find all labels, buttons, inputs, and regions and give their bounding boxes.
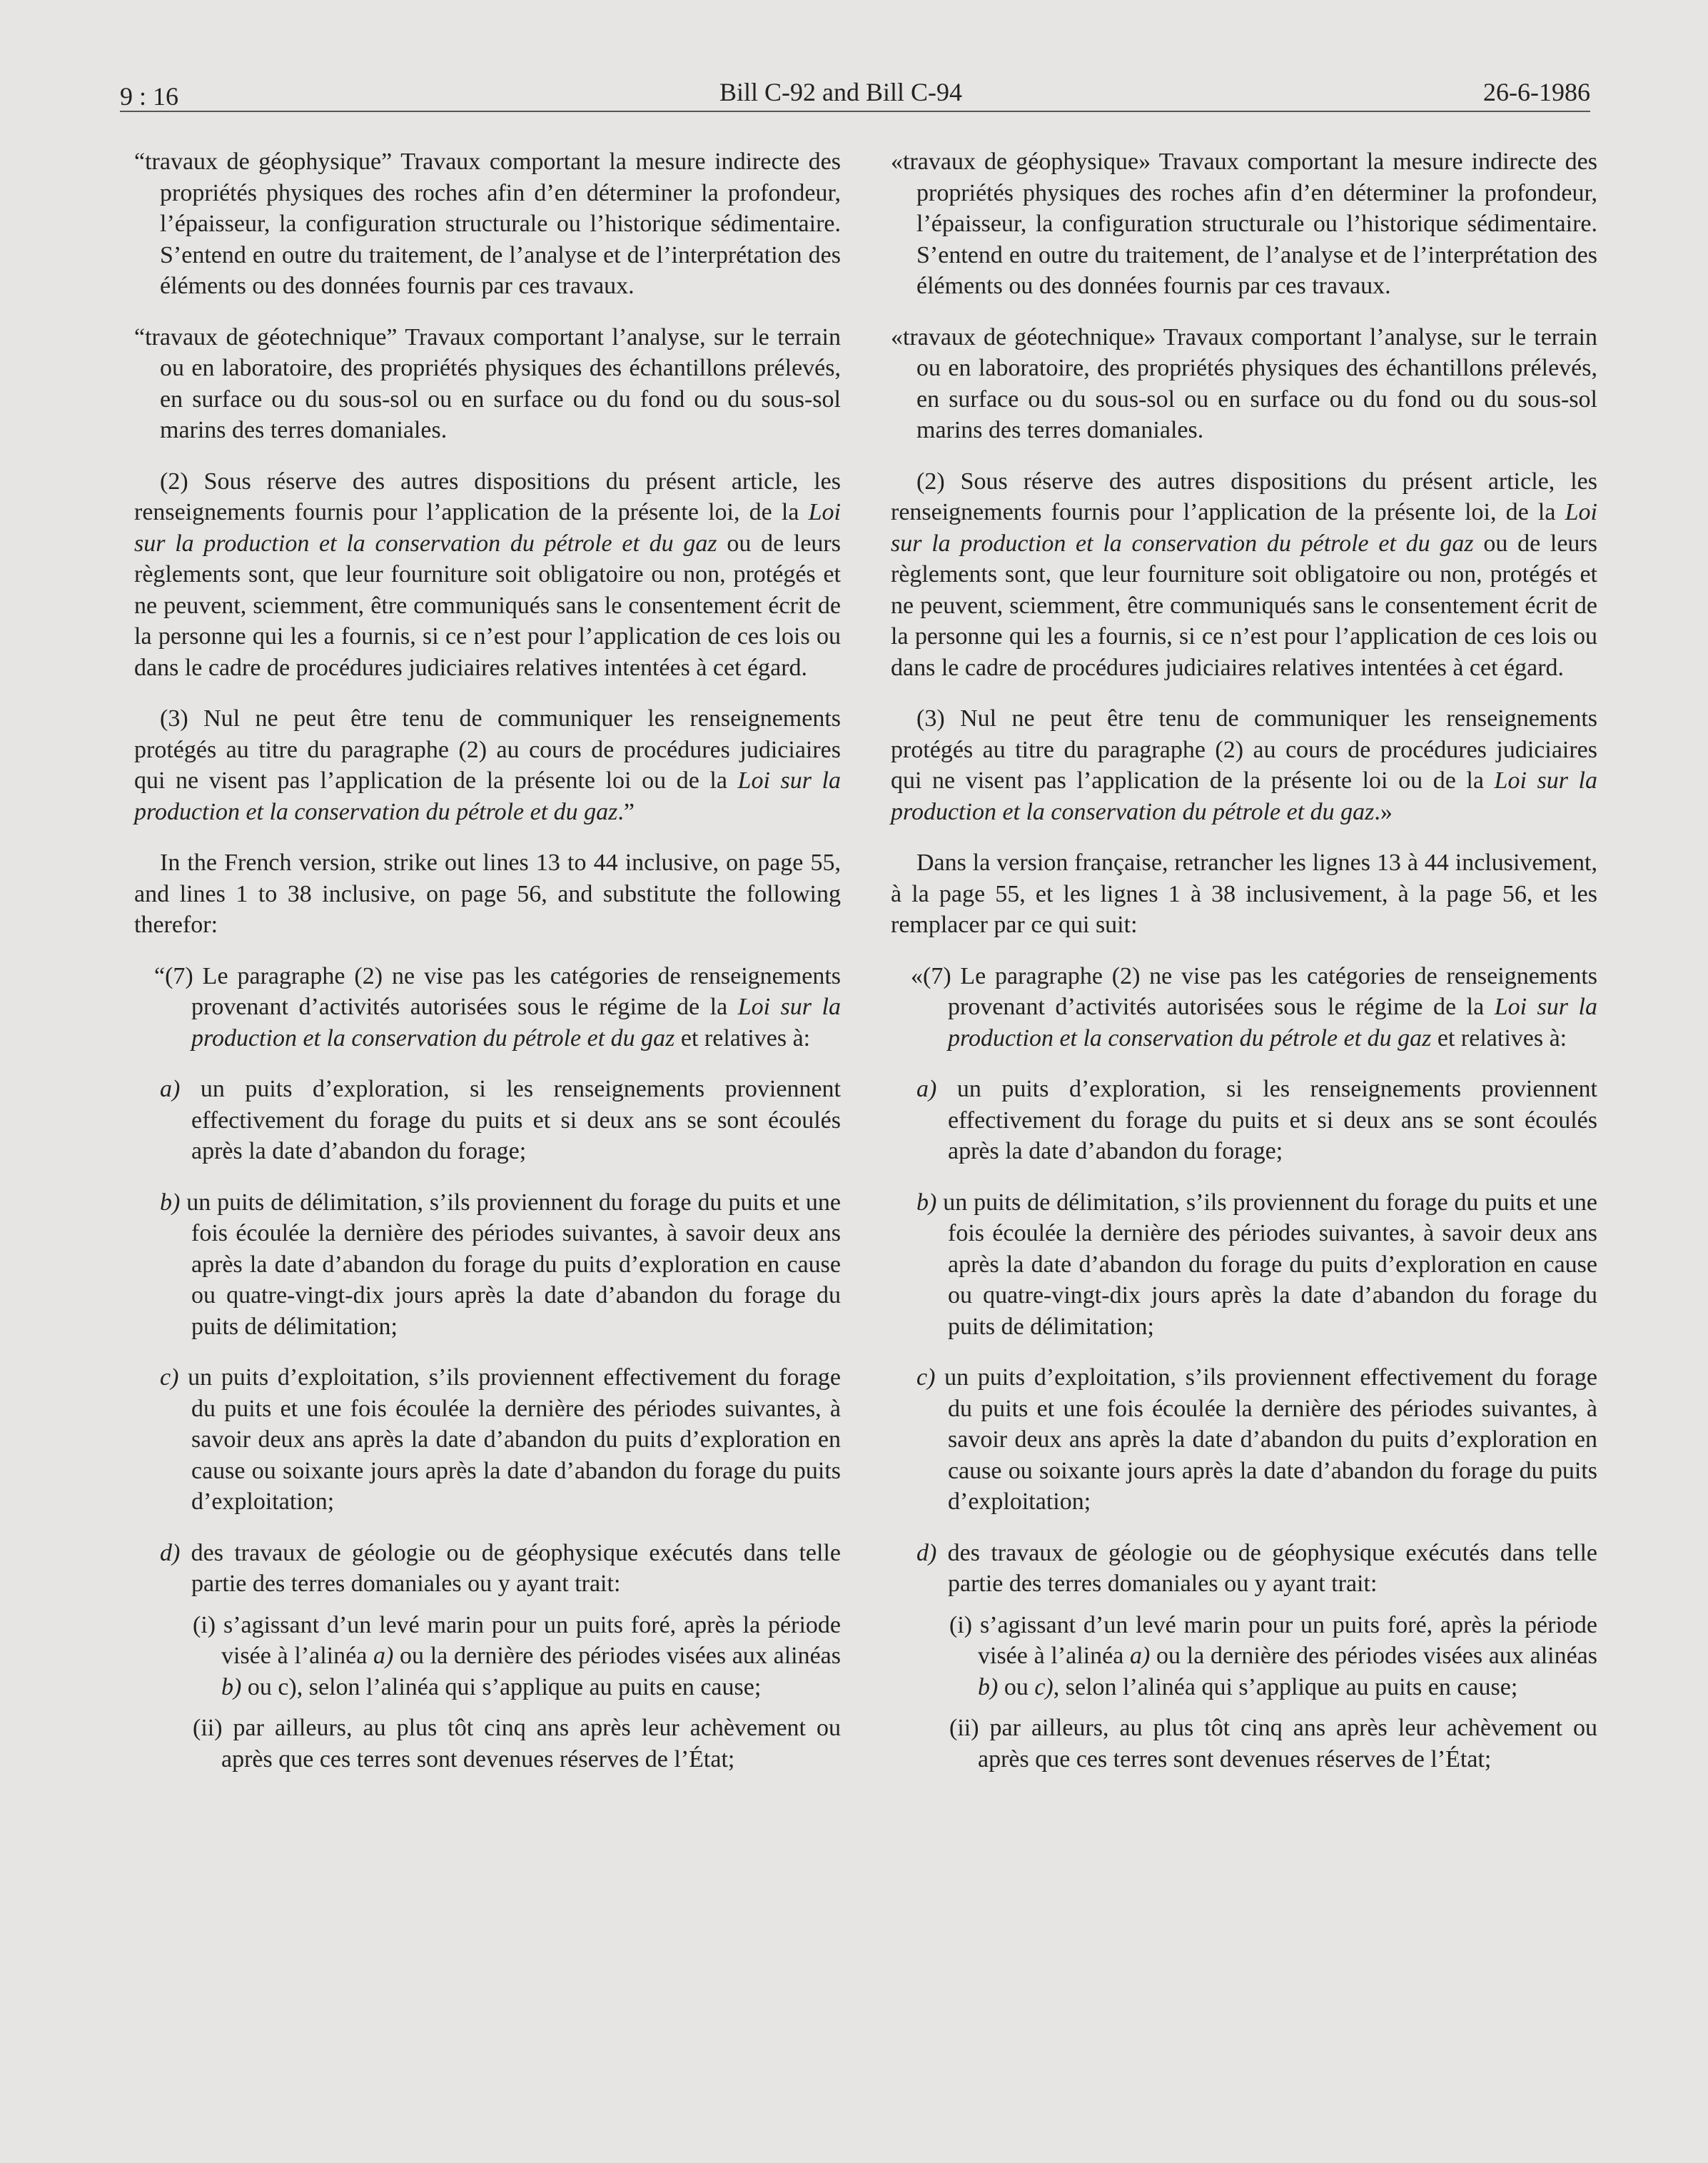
definition-geophysical-work-fr: «travaux de géophysique» Travaux comportant la mesure indirecte des propriétés physiques des roches afin d’en déterminer la profondeur, l’épaisseur, la configuration structurale ou l’historique sédimentaire. S’entend en outre du traitement, de l’analyse et de l’interprétation des éléments ou des données fournis par ces travaux.	[891, 148, 1597, 299]
paragraph-d: d) des travaux de géologie ou de géophysique exécutés dans telle partie des terres domaniales ou y ayant trait:	[160, 1539, 841, 1597]
subparagraph-ii-fr: (ii) par ailleurs, au plus tôt cinq ans après leur achèvement ou après que ces terres sont devenues réserves de l’État;	[949, 1715, 1597, 1773]
page-header	[120, 77, 1590, 113]
paragraph-a: a) un puits d’exploration, si les renseignements proviennent effectivement du forage du puits et si deux ans se sont écoulés après la date d’abandon du forage;	[160, 1076, 841, 1164]
paragraph-b: b) un puits de délimitation, s’ils proviennent du forage du puits et une fois écoulée la dernière des périodes suivantes, à savoir deux ans après la date d’abandon du forage du puits d’exploration en cause ou quatre-vingt-dix jours après la date d’abandon du forage du puits de délimitation;	[160, 1189, 841, 1340]
definition-geotechnical-work: “travaux de géotechnique” Travaux comportant l’analyse, sur le terrain ou en laboratoire, des propriétés physiques des échantillons prélevés, en surface ou du sous-sol ou en surface ou du fond ou du sous-sol marins des terres domaniales.	[134, 323, 841, 443]
subsection-2: (2) Sous réserve des autres dispositions du présent article, les renseignements fournis pour l’application de la présente loi, de la Loi sur la production et la conservation du pétrole et du gaz ou de leurs règlements sont, que leur fourniture soit obligatoire ou non, protégés et ne peuvent, sciemment, être communiqués sans le consentement écrit de la personne qui les a fournis, si ce n’est pour l’application de ces lois ou dans le cadre de procédures judiciaires relatives intentées à cet égard.	[134, 468, 841, 681]
definition-geotechnical-work-fr: «travaux de géotechnique» Travaux comportant l’analyse, sur le terrain ou en laboratoire, des propriétés physiques des échantillons prélevés, en surface ou du sous-sol ou en surface ou du fond ou du sous-sol marins des terres domaniales.	[891, 323, 1597, 443]
header-title: Bill C-92 and Bill C-94	[719, 78, 963, 106]
subsection-3: (3) Nul ne peut être tenu de communiquer les renseignements protégés au titre du paragraphe (2) au cours de procédures judiciaires qui ne visent pas l’application de la présente loi ou de la Loi sur la production et la conservation du pétrole et du gaz.”	[134, 705, 841, 825]
header-date: 26-6-1986	[1483, 78, 1590, 106]
right-column	[891, 146, 1597, 1785]
paragraph-c-fr: c) un puits d’exploitation, s’ils proviennent effectivement du forage du puits et une fois écoulée la dernière des périodes suivantes, à savoir deux ans après la date d’abandon du puits d’exploration en cause ou soixante jours après la date d’abandon du forage du puits d’exploitation;	[916, 1364, 1597, 1515]
subparagraph-i: (i) s’agissant d’un levé marin pour un puits foré, après la période visée à l’alinéa a) ou la dernière des périodes visées aux alinéas b) ou c), selon l’alinéa qui s’applique au puits en cause;	[193, 1611, 841, 1700]
paragraph-d-fr: d) des travaux de géologie ou de géophysique exécutés dans telle partie des terres domaniales ou y ayant trait:	[916, 1539, 1597, 1597]
subsection-3-fr: (3) Nul ne peut être tenu de communiquer les renseignements protégés au titre du paragraphe (2) au cours de procédures judiciaires qui ne visent pas l’application de la présente loi ou de la Loi sur la production et la conservation du pétrole et du gaz.»	[891, 705, 1597, 825]
amendment-instruction: In the French version, strike out lines 13 to 44 inclusive, on page 55, and lines 1 to 38 inclusive, on page 56, and substitute the following therefor:	[134, 849, 841, 938]
subsection-2-fr: (2) Sous réserve des autres dispositions du présent article, les renseignements fournis pour l’application de la présente loi, de la Loi sur la production et la conservation du pétrole et du gaz ou de leurs règlements sont, que leur fourniture soit obligatoire ou non, protégés et ne peuvent, sciemment, être communiqués sans le consentement écrit de la personne qui les a fournis, si ce n’est pour l’application de ces lois ou dans le cadre de procédures judiciaires relatives intentées à cet égard.	[891, 468, 1597, 681]
subsection-7: “(7) Le paragraphe (2) ne vise pas les catégories de renseignements provenant d’activités autorisées sous le régime de la Loi sur la production et la conservation du pétrole et du gaz et relatives à:	[154, 962, 841, 1052]
amendment-instruction-fr: Dans la version française, retrancher les lignes 13 à 44 inclusivement, à la page 55, et les lignes 1 à 38 inclusivement, à la page 56, et les remplacer par ce qui suit:	[891, 849, 1597, 938]
header-rule	[120, 111, 1590, 112]
left-column	[134, 146, 841, 1785]
definition-geophysical-work: “travaux de géophysique” Travaux comportant la mesure indirecte des propriétés physiques des roches afin d’en déterminer la profondeur, l’épaisseur, la configuration structurale ou l’historique sédimentaire. S’entend en outre du traitement, de l’analyse et de l’interprétation des éléments ou des données fournis par ces travaux.	[134, 148, 841, 299]
subparagraph-ii: (ii) par ailleurs, au plus tôt cinq ans après leur achèvement ou après que ces terres sont devenues réserves de l’État;	[193, 1715, 841, 1773]
paragraph-b-fr: b) un puits de délimitation, s’ils proviennent du forage du puits et une fois écoulée la dernière des périodes suivantes, à savoir deux ans après la date d’abandon du forage du puits d’exploration en cause ou quatre-vingt-dix jours après la date d’abandon du forage du puits de délimitation;	[916, 1189, 1597, 1340]
page-reference: 9 : 16	[120, 82, 179, 111]
paragraph-c: c) un puits d’exploitation, s’ils proviennent effectivement du forage du puits et une fois écoulée la dernière des périodes suivantes, à savoir deux ans après la date d’abandon du puits d’exploration en cause ou soixante jours après la date d’abandon du forage du puits d’exploitation;	[160, 1364, 841, 1515]
subparagraph-i-fr: (i) s’agissant d’un levé marin pour un puits foré, après la période visée à l’alinéa a) ou la dernière des périodes visées aux alinéas b) ou c), selon l’alinéa qui s’applique au puits en cause;	[949, 1611, 1597, 1700]
subsection-7-fr: «(7) Le paragraphe (2) ne vise pas les catégories de renseignements provenant d’activités autorisées sous le régime de la Loi sur la production et la conservation du pétrole et du gaz et relatives à:	[911, 962, 1597, 1052]
paragraph-a-fr: a) un puits d’exploration, si les renseignements proviennent effectivement du forage du puits et si deux ans se sont écoulés après la date d’abandon du forage;	[916, 1076, 1597, 1164]
